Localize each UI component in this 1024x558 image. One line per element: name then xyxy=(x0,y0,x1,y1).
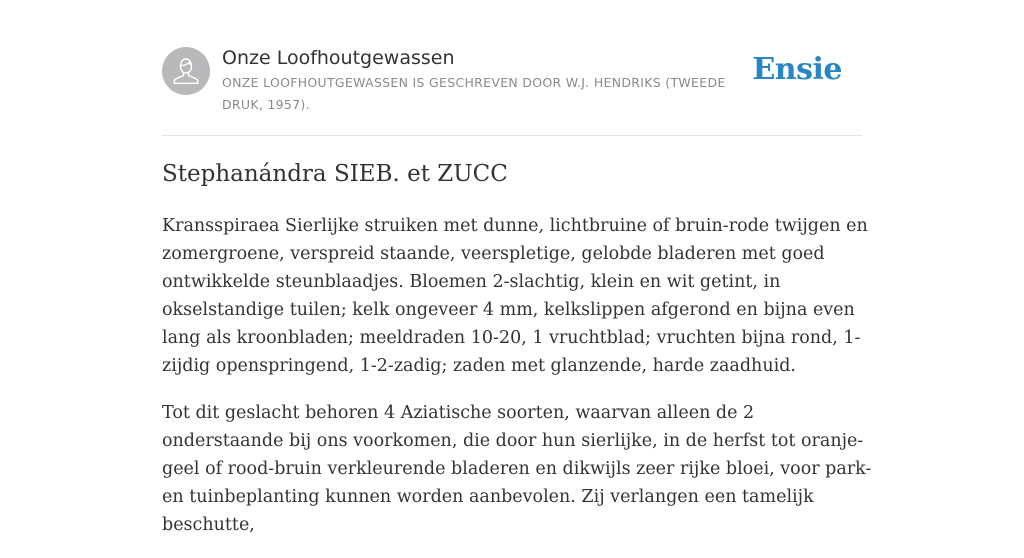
source-header xyxy=(162,44,862,136)
source-title[interactable]: Onze Loofhoutgewassen xyxy=(222,47,455,69)
paragraph: Tot dit geslacht behoren 4 Aziatische soorten, waarvan alleen de 2 onderstaande bij ons voorkomen, die door hun sierlijke, in de herfst tot oranje-geel of rood-bruin verkleurende bladeren en dikwijls zeer rijke bloei, voor park- en tuinbeplanting kunnen worden aanbevolen. Zij verlangen een tamelijk beschutte, xyxy=(162,403,872,535)
entry-title: Stephanándra SIEB. et ZUCC xyxy=(162,161,508,187)
entry-body xyxy=(162,212,872,558)
paragraph: Kransspiraea Sierlijke struiken met dunne, lichtbruine of bruin-rode twijgen en zomergroene, verspreid staande, veerspletige, gelobde bladeren met goed ontwikkelde steunblaadjes. Bloemen 2-slachtig, klein en wit getint, in okselstandige tuilen; kelk ongeveer 4 mm, kelkslippen afgerond en bijna even lang als kroonbladen; meeldraden 10-20, 1 vruchtblad; vruchten bijna rond, 1-zijdig openspringend, 1-2-zadig; zaden met glanzende, harde zaadhuid. xyxy=(162,216,868,376)
source-description: ONZE LOOFHOUTGEWASSEN IS GESCHREVEN DOOR W.J. HENDRIKS (TWEEDE DRUK, 1957). xyxy=(222,75,726,112)
user-icon xyxy=(162,47,210,95)
ensie-logo[interactable]: Ensie xyxy=(752,52,842,87)
